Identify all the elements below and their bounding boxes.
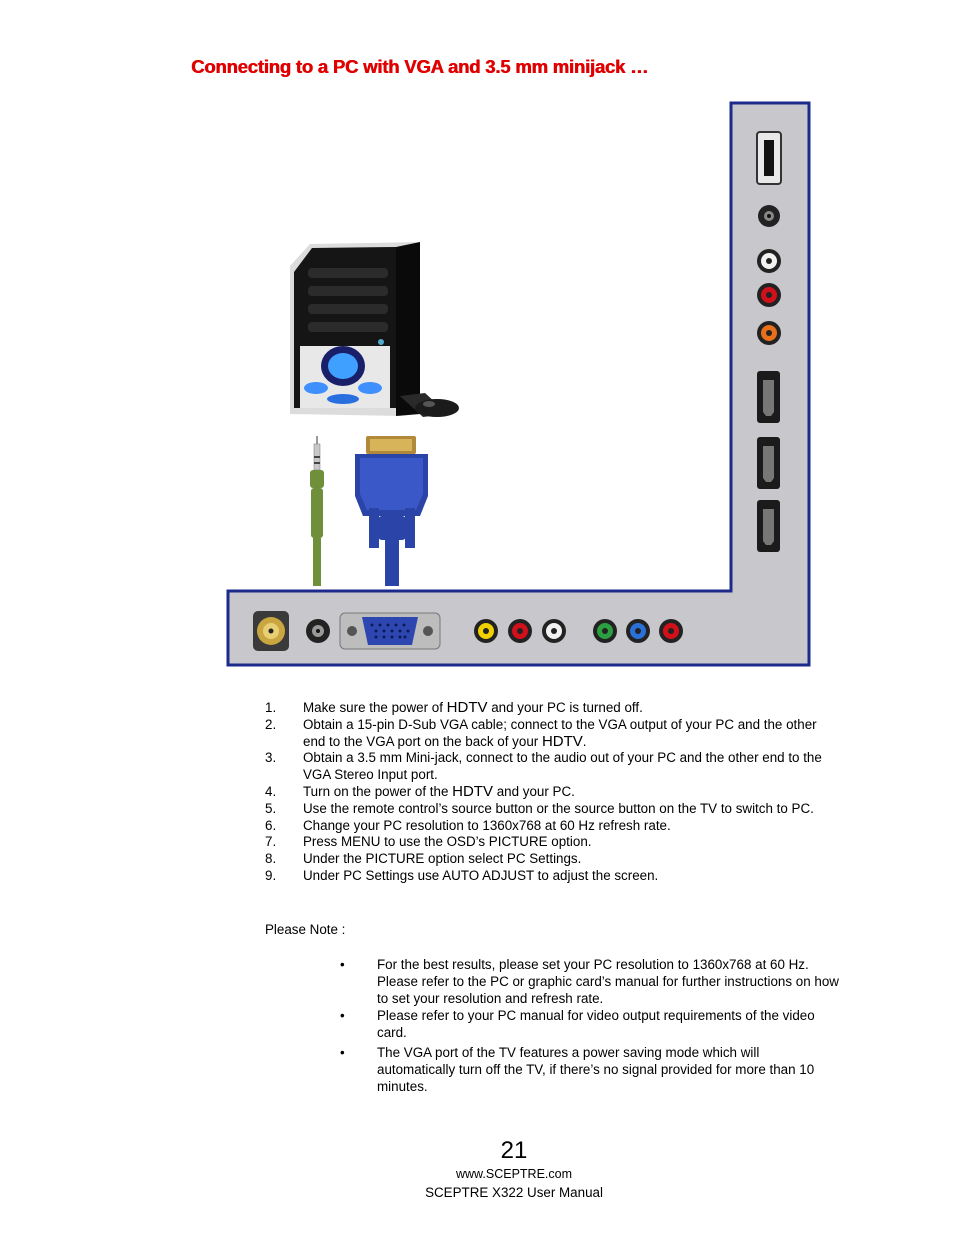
step-number: 3. [265, 750, 277, 766]
step-item: 2. Obtain a 15-pin D-Sub VGA cable; connect to the VGA output of your PC and the other end to the VGA port on the back of your HDTV. [265, 716, 817, 750]
bullet-icon: • [340, 1008, 345, 1024]
step-number: 8. [265, 851, 277, 867]
component-green-jack-icon [593, 619, 617, 643]
step-item: 5. Use the remote control’s source button or the source button on the TV to switch to PC. [265, 800, 814, 816]
vga-port-icon [340, 613, 440, 649]
composite-white-jack-icon [542, 619, 566, 643]
page-title: Connecting to a PC with VGA and 3.5 mm minijack … [191, 56, 649, 77]
step-number: 6. [265, 817, 277, 833]
step-item: 8. Under the PICTURE option select PC Settings. [265, 851, 582, 867]
step-number: 1. [265, 700, 277, 715]
step-item: 7. Press MENU to use the OSD’s PICTURE option. [265, 834, 592, 850]
step-number: 5. [265, 800, 277, 816]
page-number: 21 [500, 1137, 528, 1164]
audio-minijack-cable-icon [310, 436, 324, 586]
notes-list [340, 957, 840, 1096]
side-rca-orange-icon [757, 321, 781, 345]
step-item: 3. Obtain a 3.5 mm Mini-jack, connect to the audio out of your PC and the other end to the VGA Stereo Input port. [265, 750, 822, 783]
instruction-steps [265, 700, 840, 885]
usb-port-icon [757, 132, 781, 184]
pc-tower-icon [290, 242, 420, 416]
component-blue-jack-icon [626, 619, 650, 643]
step-item: 6. Change your PC resolution to 1360x768 at 60 Hz refresh rate. [265, 817, 671, 833]
note-label: Please Note : [265, 922, 346, 937]
audio-in-jack-icon [306, 619, 330, 643]
side-audio-jack-icon [758, 205, 780, 227]
composite-red-jack-icon [508, 619, 532, 643]
hdmi-port-1-icon [757, 371, 780, 423]
mouse-icon [415, 399, 459, 417]
step-item: 9. Under PC Settings use AUTO ADJUST to adjust the screen. [265, 867, 659, 883]
side-rca-red-icon [757, 283, 781, 307]
composite-yellow-jack-icon [474, 619, 498, 643]
step-item: 1. Make sure the power of HDTV and your PC is turned off. [265, 699, 643, 716]
step-number: 2. [265, 716, 277, 732]
footer-manual-title: SCEPTRE X322 User Manual [425, 1185, 603, 1200]
note-item: • Please refer to your PC manual for video output requirements of the video card. [340, 1008, 815, 1041]
step-number: 7. [265, 834, 277, 850]
note-item: • For the best results, please set your PC resolution to 1360x768 at 60 Hz. Please refer to the PC or graphic card’s manual for further instructions on how to set your resolution and refresh rate. [340, 957, 839, 1006]
footer-website: www.SCEPTRE.com [456, 1167, 572, 1181]
hdmi-port-3-icon [757, 500, 780, 552]
side-rca-white-icon [757, 249, 781, 273]
step-number: 9. [265, 867, 277, 883]
hdmi-port-2-icon [757, 437, 780, 489]
vga-cable-icon [355, 436, 428, 586]
step-item: 4. Turn on the power of the HDTV and your PC. [265, 782, 575, 800]
note-item: • The VGA port of the TV features a power saving mode which will automatically turn off the TV, if there’s no signal provided for more than 10 minutes. [340, 1044, 815, 1094]
bullet-icon: • [340, 957, 345, 972]
connection-diagram [220, 96, 820, 676]
coax-antenna-icon [253, 611, 289, 651]
bullet-icon: • [340, 1044, 345, 1060]
step-number: 4. [265, 783, 277, 799]
component-red-jack-icon [659, 619, 683, 643]
